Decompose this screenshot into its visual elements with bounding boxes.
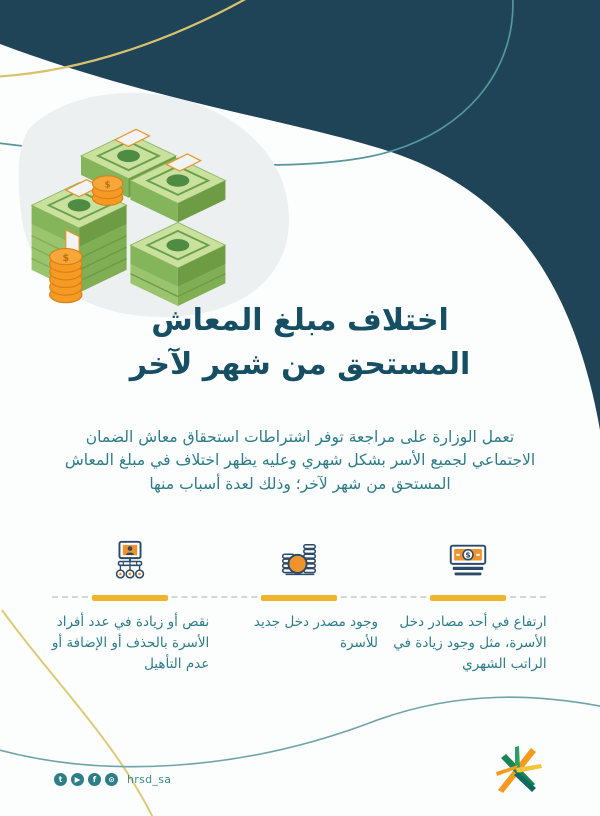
svg-text:$: $ <box>465 550 471 560</box>
social-links-bar <box>54 773 171 786</box>
twitter-icon[interactable]: t <box>54 773 67 786</box>
page-title <box>0 299 600 388</box>
reason-text: نقص أو زيادة في عدد أفراد الأسرة بالحذف أو الإضافة أو عدم التأهيل <box>51 614 210 672</box>
svg-text:$: $ <box>104 180 111 191</box>
svg-text:$: $ <box>62 252 70 264</box>
hrsd-ministry-logo <box>486 742 548 804</box>
reason-text: ارتفاع في أحد مصادر دخل الأسرة، مثل وجود زيادة في الراتب الشهري <box>393 614 547 672</box>
youtube-icon[interactable]: ▶ <box>71 773 84 786</box>
family-members-chart-icon <box>107 534 153 584</box>
reason-new-income-source <box>215 534 384 675</box>
instagram-icon[interactable]: ⊙ <box>105 773 118 786</box>
title-line-2: المستحق من شهر لآخر <box>129 347 471 383</box>
title-line-1: اختلاف مبلغ المعاش <box>151 303 449 338</box>
facebook-icon[interactable]: f <box>88 773 101 786</box>
yellow-underline-bar <box>92 595 168 601</box>
reasons-row <box>46 534 552 675</box>
yellow-underline-bar <box>261 595 337 601</box>
coins-stack-icon <box>276 534 322 584</box>
yellow-underline-bar <box>430 595 506 601</box>
reason-family-members-change <box>46 534 215 675</box>
reason-salary-increase <box>383 534 552 675</box>
social-handle: hrsd_sa <box>127 773 172 786</box>
intro-paragraph: تعمل الوزارة على مراجعة توفر اشتراطات استحقاق معاش الضمان الاجتماعي لجميع الأسر بشكل شهري وعليه يظهر اختلاف في مبلغ المعاش المستحق من شهر لآخر؛ وذلك لعدة أسباب منها <box>64 428 536 493</box>
reason-text: وجود مصدر دخل جديد للأسرة <box>253 614 378 651</box>
banknote-dollar-icon <box>445 534 491 584</box>
